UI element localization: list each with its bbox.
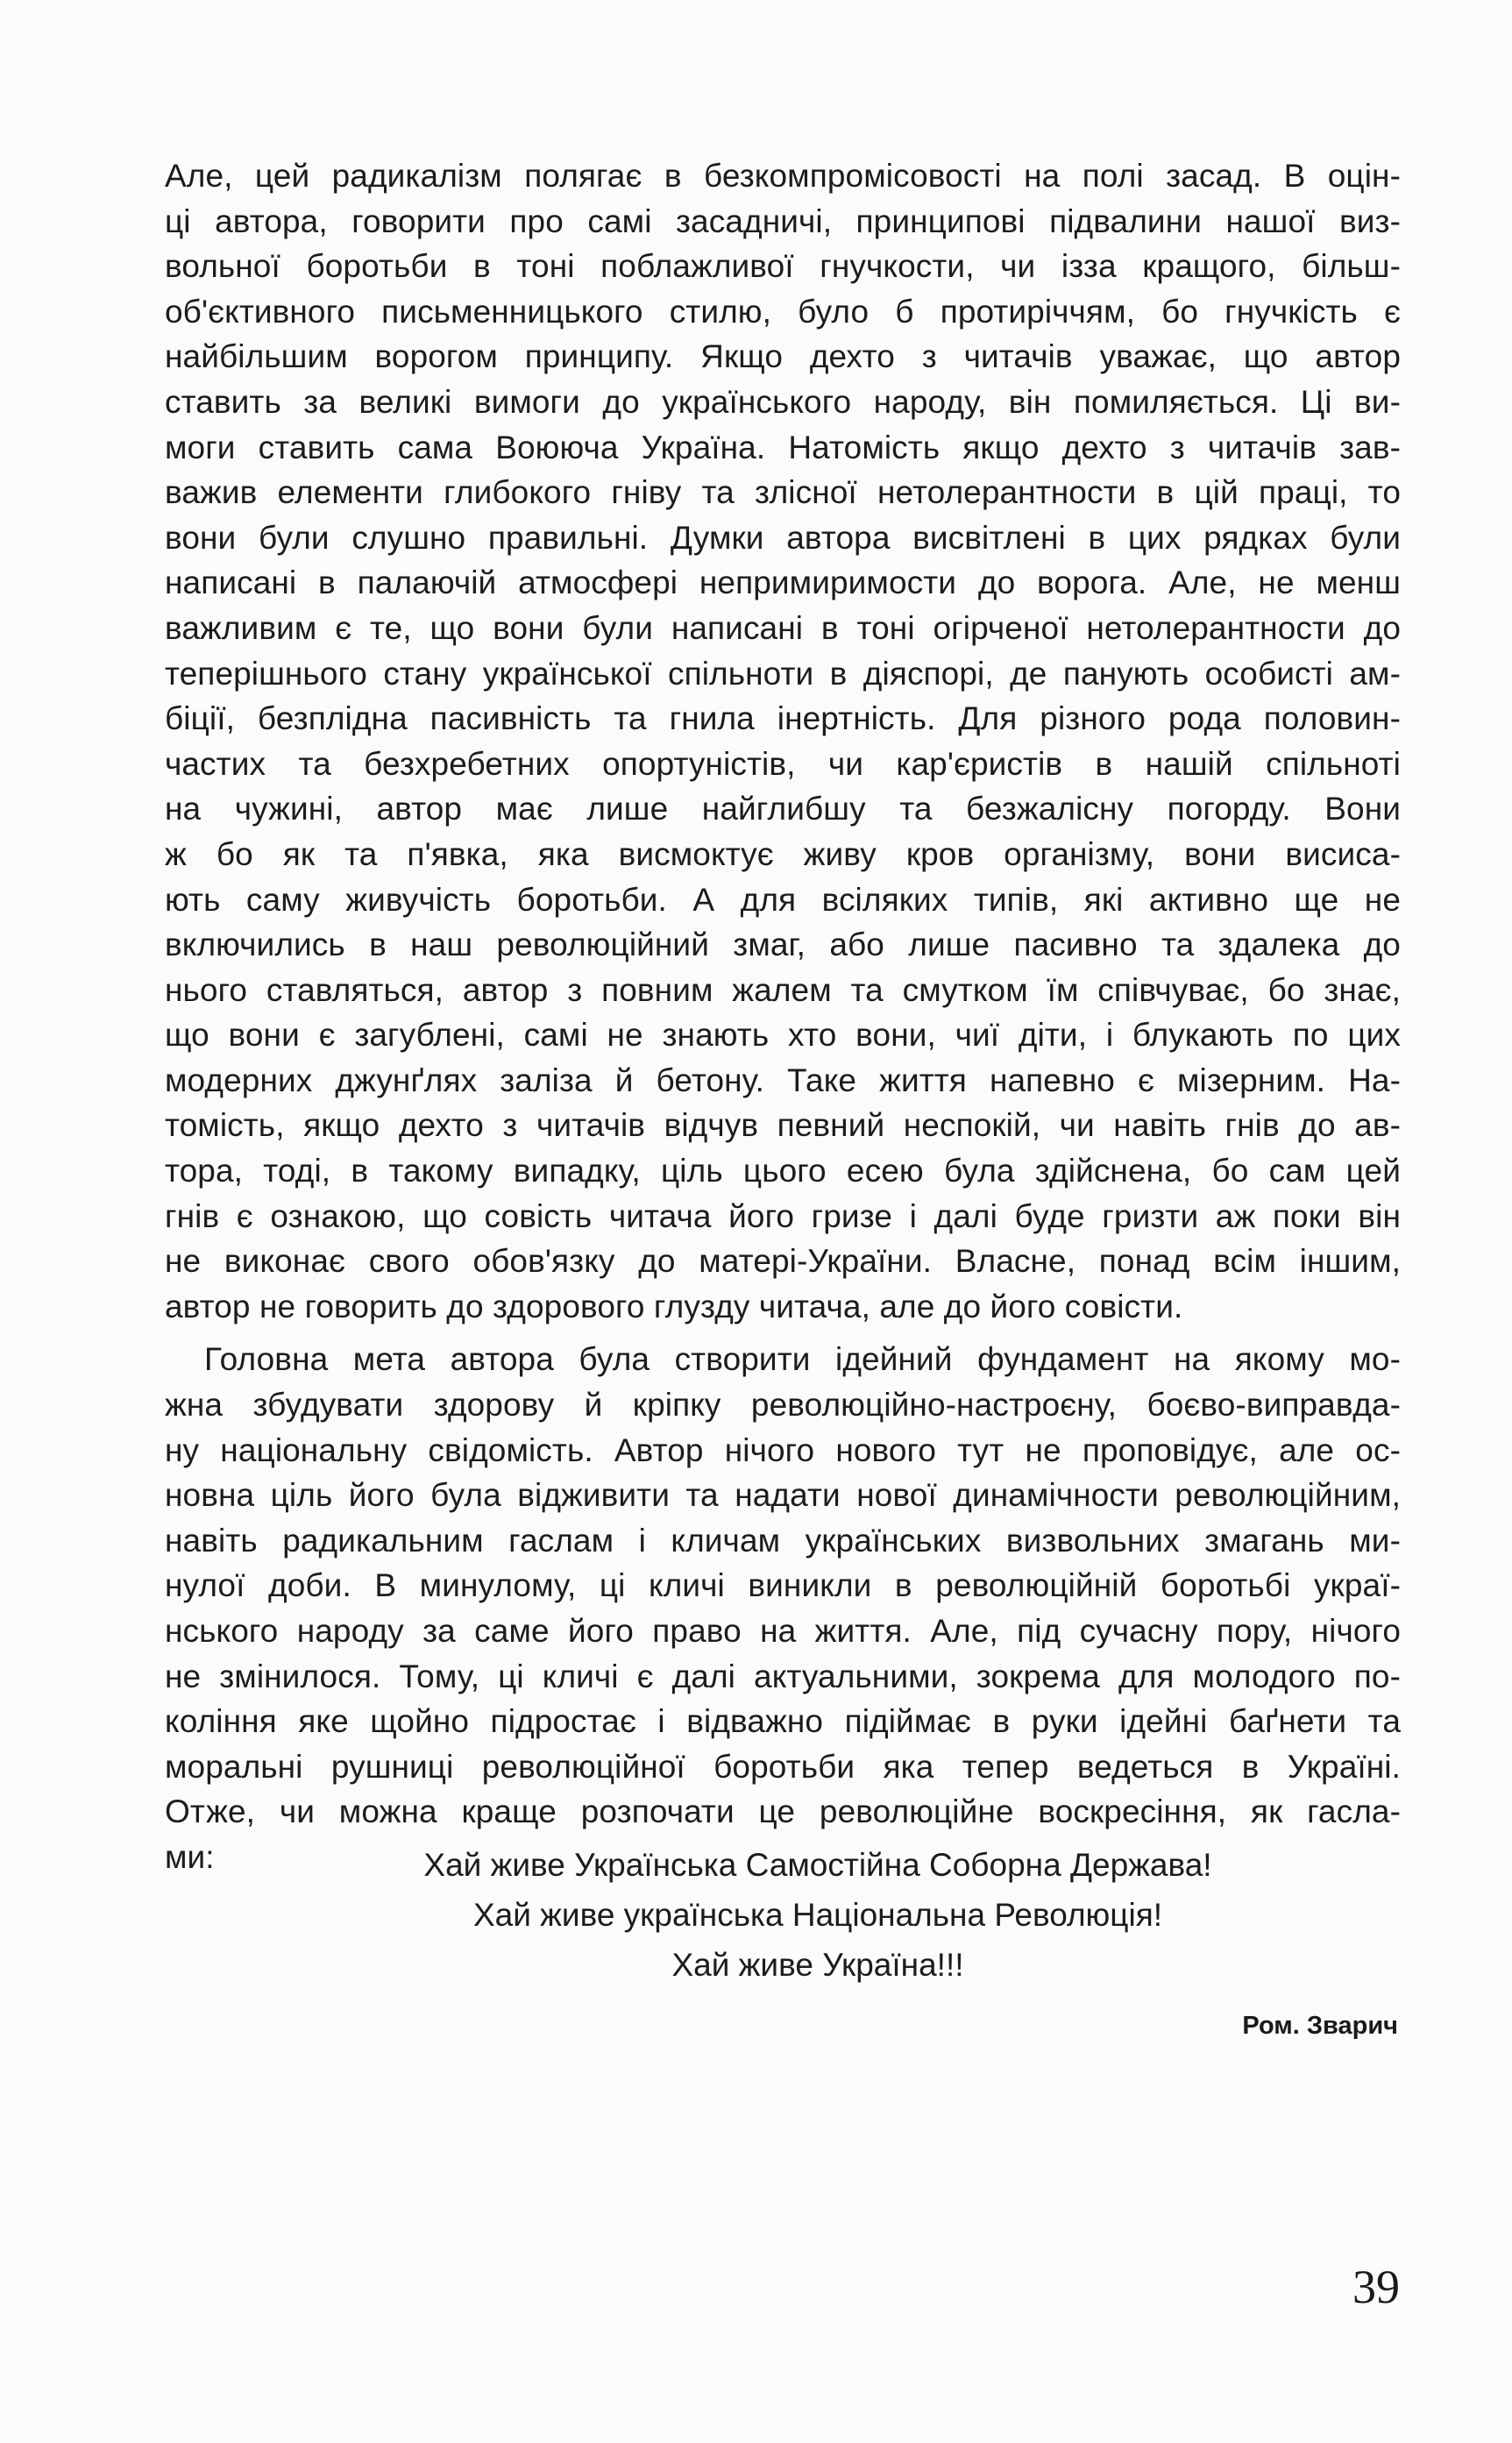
text-line: важливим є те, що вони були написані в тоні огірченої нетолерантности до bbox=[165, 609, 1401, 646]
text-line: ну національну свідомість. Автор нічого нового тут не проповідує, але ос- bbox=[165, 1431, 1401, 1468]
text-line: не виконає свого обов'язку до матері-України. Власне, понад всім іншим, bbox=[165, 1243, 1401, 1280]
text-line: гнів є ознакою, що совість читача його гризе і далі буде гризти аж поки він bbox=[165, 1197, 1401, 1234]
text-line: важив елементи глибокого гніву та злісної нетолерантности в цій праці, то bbox=[165, 474, 1401, 511]
text-line: Отже, чи можна краще розпочати це революційне воскресіння, як гасла- bbox=[165, 1793, 1401, 1830]
text-line: ставить за великі вимоги до українського народу, він помиляється. Ці ви- bbox=[165, 383, 1401, 420]
text-line: включились в наш революційний змаг, або лише пасивно та здалека до bbox=[165, 927, 1401, 963]
text-line: ці автора, говорити про самі засадничі, принципові підвалини нашої виз- bbox=[165, 202, 1401, 239]
text-line: Головна мета автора була створити ідейний фундамент на якому мо- bbox=[204, 1341, 1401, 1378]
text-line: частих та безхребетних опортуністів, чи кар'єристів в нашій спільноті bbox=[165, 745, 1401, 782]
slogan-line: Хай живе Україна!!! bbox=[671, 1947, 964, 1983]
text-line: моральні рушниці революційної боротьби яка тепер ведеться в Україні. bbox=[165, 1748, 1401, 1785]
author-signature: Ром. Зварич bbox=[1242, 2012, 1398, 2040]
text-line: коління яке щойно підростає і відважно підіймає в руки ідейні баґнети та bbox=[165, 1703, 1401, 1740]
slogans bbox=[165, 1840, 1401, 1990]
text-line: навіть радикальним гаслам і кличам українських визвольних змагань ми- bbox=[165, 1522, 1401, 1559]
slogan-line: Хай живе українська Національна Революція! bbox=[472, 1897, 1163, 1933]
text-line: автор не говорить до здорового глузду читача, але до його совісти. bbox=[165, 1288, 1183, 1324]
text-line: вони були слушно правильні. Думки автора висвітлені в цих рядках були bbox=[165, 519, 1401, 556]
text-line: моги ставить сама Воююча Україна. Натомість якщо дехто з читачів зав- bbox=[165, 429, 1401, 465]
text-line: нського народу за саме його право на життя. Але, під сучасну пору, нічого bbox=[165, 1613, 1401, 1649]
text-line: теперішнього стану української спільноти в діяспорі, де панують особисті ам- bbox=[165, 655, 1401, 692]
text-line: на чужині, автор має лише найглибшу та безжалісну погорду. Вони bbox=[165, 791, 1401, 827]
paragraph-1 bbox=[165, 153, 1401, 1329]
body-text bbox=[165, 153, 1401, 1880]
paragraph-2 bbox=[165, 1337, 1401, 1879]
text-line: об'єктивного письменницького стилю, було б протиріччям, бо гнучкість є bbox=[165, 293, 1401, 330]
page-number: 39 bbox=[1352, 2261, 1400, 2313]
text-line: ють саму живучість боротьби. А для всіляких типів, які активно ще не bbox=[165, 881, 1401, 918]
text-line: нього ставляться, автор з повним жалем та смутком їм співчуває, бо знає, bbox=[165, 971, 1401, 1008]
text-line: нулої доби. В минулому, ці кличі виникли в революційній боротьбі украї- bbox=[165, 1567, 1401, 1604]
text-line: що вони є загублені, самі не знають хто вони, чиї діти, і блукають по цих bbox=[165, 1017, 1401, 1054]
text-line: найбільшим ворогом принципу. Якщо дехто з читачів уважає, що автор bbox=[165, 338, 1401, 375]
text-line: біції, безплідна пасивність та гнила інертність. Для різного рода половин- bbox=[165, 700, 1401, 737]
text-line: вольної боротьби в тоні поблажливої гнучкости, чи ізза кращого, більш- bbox=[165, 248, 1401, 285]
text-line: томість, якщо дехто з читачів відчув певний неспокій, чи навіть гнів до ав- bbox=[165, 1107, 1401, 1144]
text-line: ми: bbox=[165, 1838, 215, 1875]
text-line: не змінилося. Тому, ці кличі є далі актуальними, зокрема для молодого по- bbox=[165, 1658, 1401, 1694]
text-line: тора, тоді, в такому випадку, ціль цього есею була здійснена, бо сам цей bbox=[165, 1153, 1401, 1190]
text-line: ж бо як та п'явка, яка висмоктує живу кров організму, вони висиса- bbox=[165, 835, 1401, 872]
text-line: написані в палаючій атмосфері непримиримости до ворога. Але, не менш bbox=[165, 565, 1401, 601]
text-line: модерних джунґлях заліза й бетону. Таке життя напевно є мізерним. На- bbox=[165, 1062, 1401, 1098]
text-line: Але, цей радикалізм полягає в безкомпромісовості на полі засад. В оцін- bbox=[165, 158, 1401, 194]
text-line: новна ціль його була відживити та надати нової динамічности революційним, bbox=[165, 1477, 1401, 1514]
slogan-line: Хай живе Українська Самостійна Соборна Держава! bbox=[423, 1847, 1212, 1883]
text-line: жна збудувати здорову й кріпку революційно-настроєну, боєво-виправда- bbox=[165, 1387, 1401, 1424]
